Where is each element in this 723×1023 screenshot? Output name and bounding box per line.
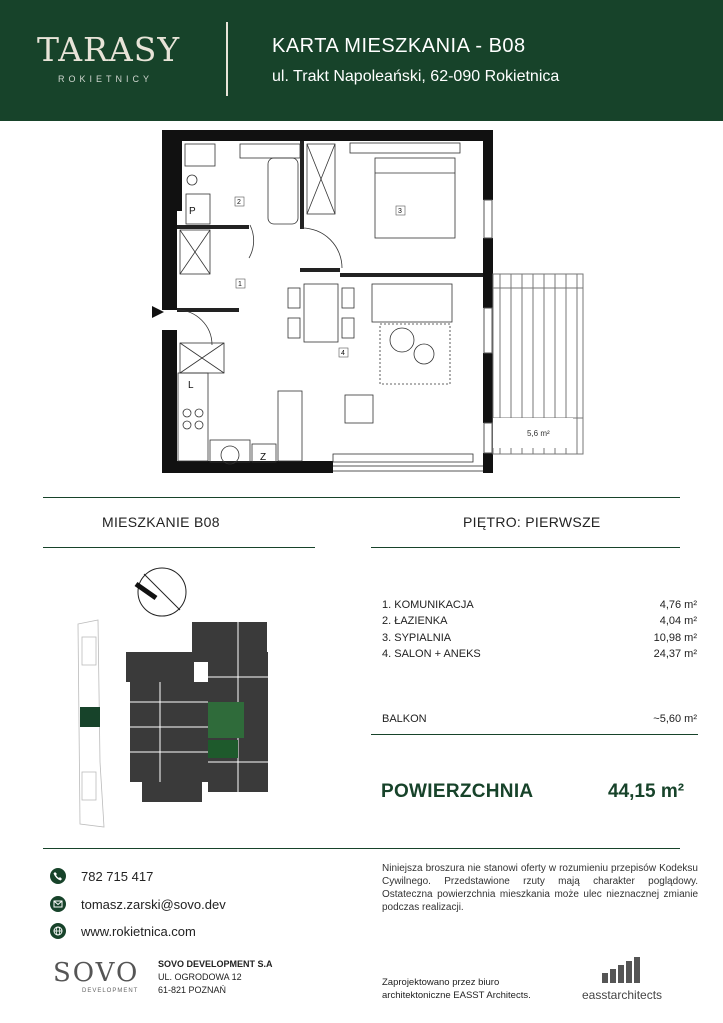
- building-schematic: [60, 562, 290, 837]
- room-row: [382, 632, 697, 644]
- room-area: 4,04 m²: [659, 615, 697, 627]
- plan-letter-l: L: [188, 380, 194, 391]
- floor-label: PIĘTRO: PIERWSZE: [463, 514, 601, 530]
- compass-icon: [136, 568, 186, 616]
- room-area: 10,98 m²: [653, 632, 697, 644]
- total-area-label: POWIERZCHNIA: [381, 781, 534, 802]
- page-address: ul. Trakt Napoleański, 62-090 Rokietnica: [272, 68, 560, 85]
- total-area-value: 44,15 m²: [608, 781, 685, 802]
- divider-balcony: [371, 734, 698, 735]
- sovo-logo: SOVO: [53, 958, 140, 988]
- disclaimer-text: Niniejsza broszura nie stanowi oferty w rozumieniu przepisów Kodeksu Cywilnego. Przedstawione rzuty mają charakter poglądowy. Ostateczna powierzchnia mieszkania może ulec nieznacznej zmianie podczas realizacji.: [382, 863, 698, 913]
- globe-icon: [50, 923, 66, 939]
- designed-by: [382, 976, 531, 1002]
- room-row: [382, 648, 697, 660]
- balcony-row: [382, 713, 697, 725]
- tarasy-logo-sub: ROKIETNICY: [58, 74, 154, 84]
- room-area: 4,76 m²: [659, 599, 697, 611]
- plan-room-2: 2: [237, 199, 241, 206]
- floor-plan: [150, 128, 590, 480]
- phone-number[interactable]: 782 715 417: [81, 869, 154, 884]
- plan-letter-p: P: [189, 206, 196, 217]
- divider-right: [371, 547, 680, 548]
- room-area: 24,37 m²: [653, 648, 697, 660]
- easst-logo-icon: [600, 957, 644, 985]
- apartment-highlight: [208, 702, 244, 738]
- balcony-area-label: 5,6 m²: [527, 429, 550, 438]
- room-row: [382, 599, 697, 611]
- plan-letter-z: Z: [260, 452, 267, 463]
- balcony-label: BALKON: [382, 713, 427, 725]
- sovo-logo-sub: DEVELOPMENT: [82, 988, 139, 994]
- divider-left: [43, 547, 315, 548]
- email-address[interactable]: tomasz.zarski@sovo.dev: [81, 897, 226, 912]
- divider-bottom: [43, 848, 680, 849]
- apartment-label: MIESZKANIE B08: [102, 514, 220, 530]
- header-divider: [226, 22, 228, 96]
- room-row: [382, 615, 697, 627]
- website-link[interactable]: www.rokietnica.com: [81, 924, 196, 939]
- page-title: KARTA MIESZKANIA - B08: [272, 35, 526, 57]
- plan-room-4: 4: [341, 350, 345, 357]
- divider-top: [43, 497, 680, 498]
- room-label: 2. ŁAZIENKA: [382, 615, 448, 627]
- plan-room-3: 3: [398, 208, 402, 215]
- tarasy-logo: TARASY: [37, 30, 181, 69]
- easst-logo: easstarchitects: [582, 988, 663, 1002]
- room-label: 1. KOMUNIKACJA: [382, 599, 474, 611]
- company-street: UL. OGRODOWA 12: [158, 972, 242, 982]
- company-address: [158, 958, 273, 997]
- designed-line-2: architektoniczne EASST Architects.: [382, 990, 531, 1001]
- email-icon: [50, 896, 66, 912]
- balcony-area: ~5,60 m²: [653, 713, 697, 725]
- header-banner: [0, 0, 723, 121]
- room-label: 4. SALON + ANEKS: [382, 648, 481, 660]
- phone-icon: [50, 868, 66, 884]
- plan-room-1: 1: [238, 281, 242, 288]
- company-name: SOVO DEVELOPMENT S.A: [158, 959, 273, 969]
- room-label: 3. SYPIALNIA: [382, 632, 452, 644]
- company-city: 61-821 POZNAŃ: [158, 985, 227, 995]
- outer-walls: [162, 130, 493, 473]
- designed-line-1: Zaprojektowano przez biuro: [382, 977, 500, 988]
